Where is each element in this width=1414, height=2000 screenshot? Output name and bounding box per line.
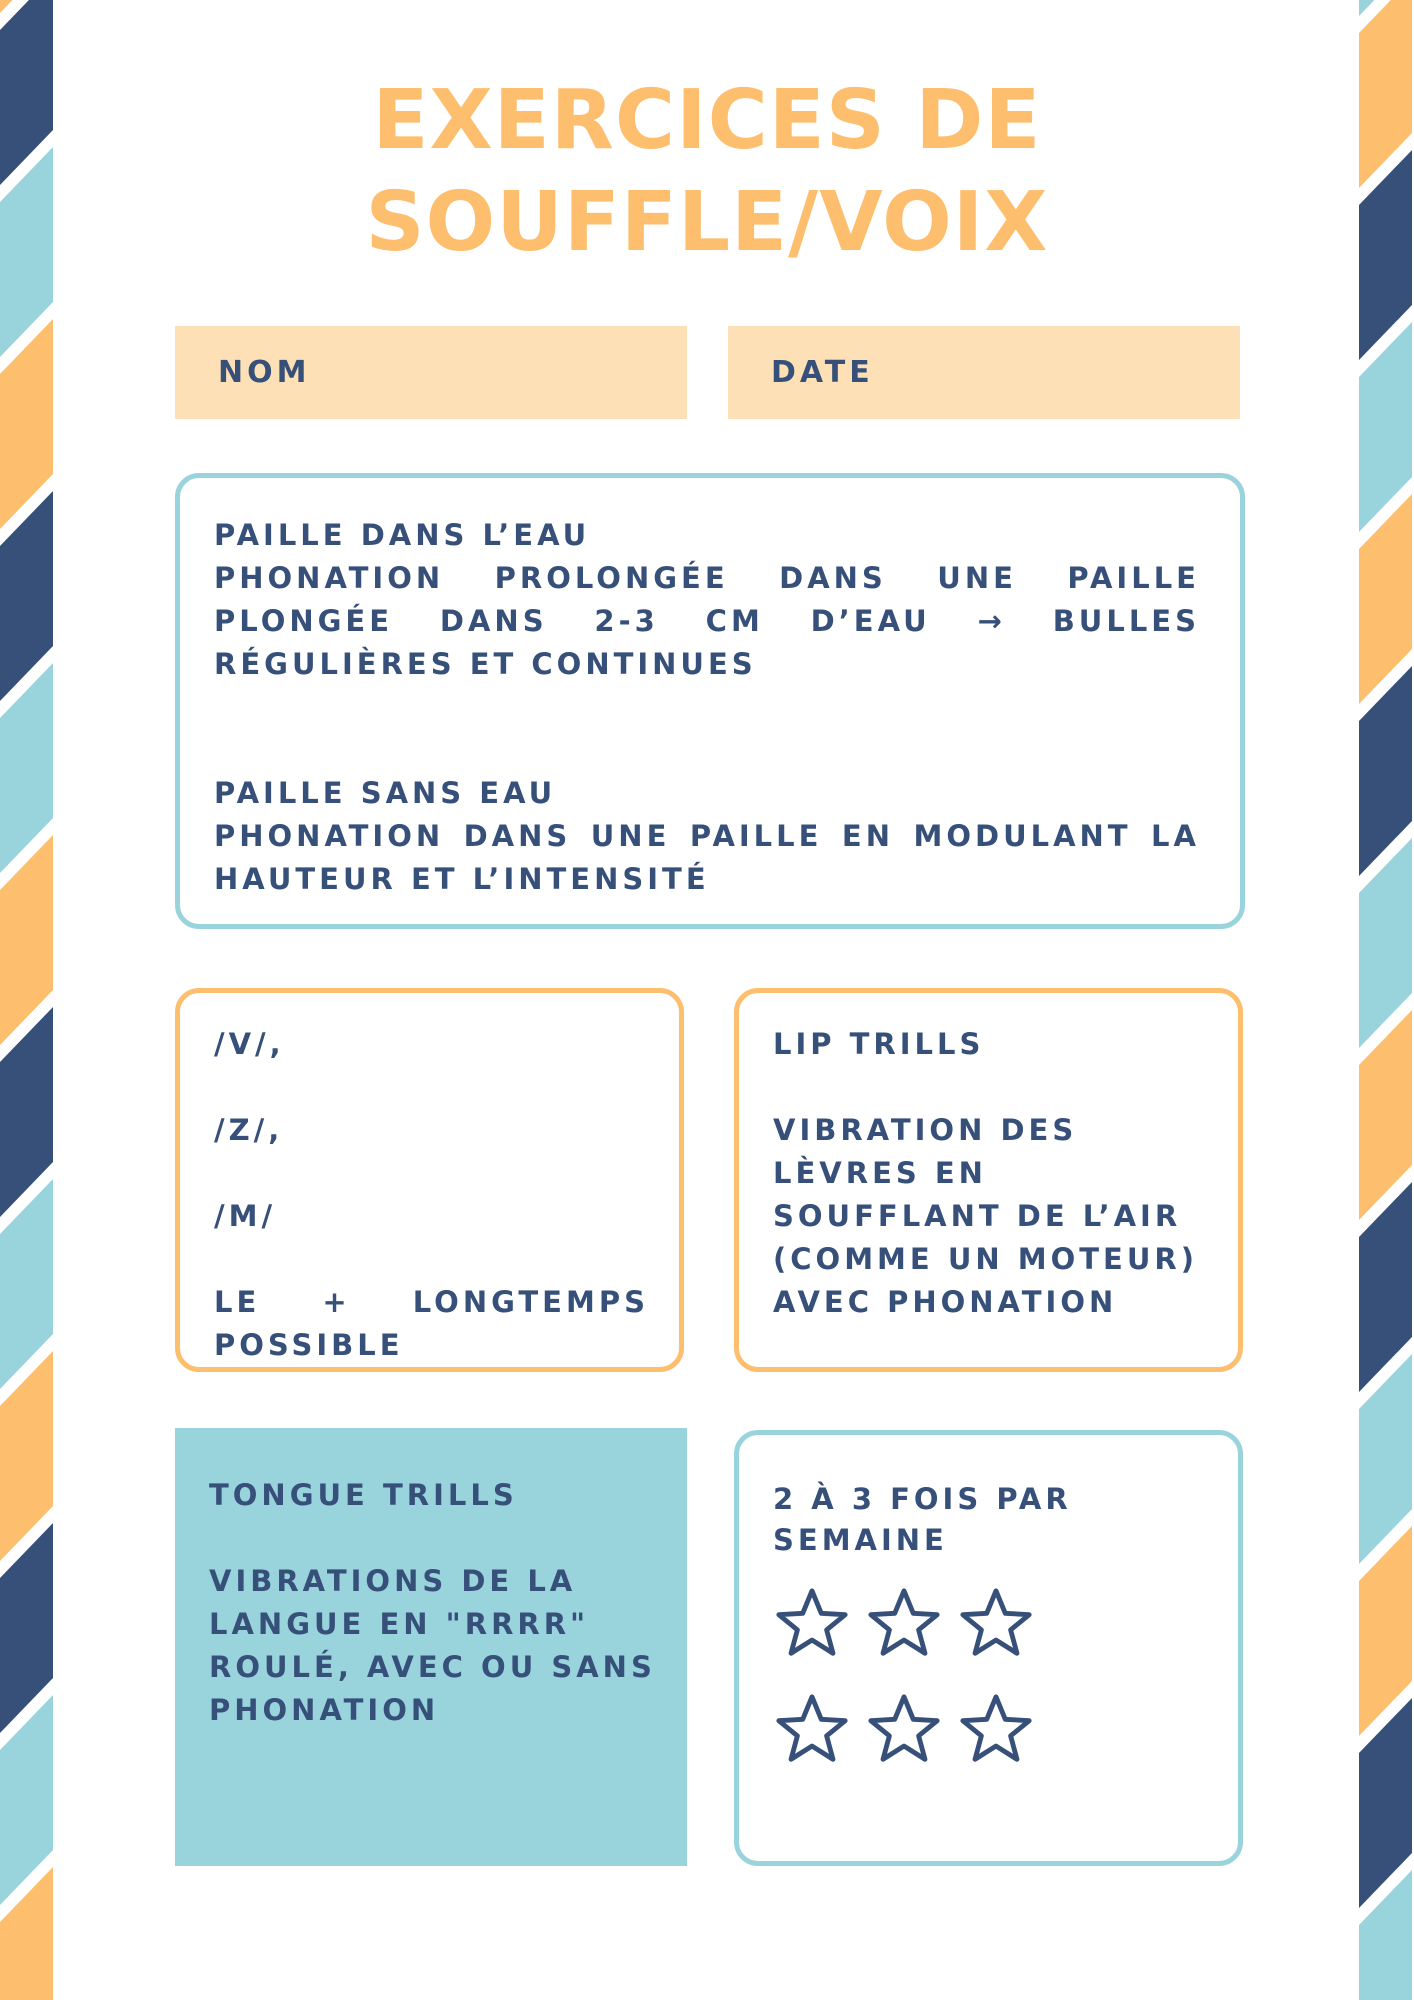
frequency-card: [734, 1430, 1243, 1866]
stripe-band: [1359, 1182, 1412, 1392]
sound-z: /Z/,: [214, 1113, 284, 1147]
straw-water-text: PHONATION PROLONGÉE DANS UNE PAILLE PLONGÉE DANS 2-3 CM D’EAU → BULLES RÉGULIÈRES ET CONTINUES: [214, 561, 1200, 681]
stripe-band: [1359, 666, 1412, 876]
name-field[interactable]: [175, 326, 687, 419]
star-icon[interactable]: [957, 1691, 1035, 1769]
sound-v: /V/,: [214, 1027, 285, 1061]
straw-exercise-card: [175, 473, 1245, 929]
stripe-band: [1359, 1010, 1412, 1220]
stripe-band: [0, 147, 53, 357]
star-icon[interactable]: [773, 1691, 851, 1769]
lip-trills-title: LIP TRILLS: [773, 1027, 985, 1061]
star-row-2: [773, 1691, 1208, 1769]
tongue-trills-card: [175, 1428, 687, 1866]
title-line-1: EXERCICES DE: [372, 73, 1042, 168]
stripe-band: [0, 835, 53, 1045]
tongue-trills-title: TONGUE TRILLS: [209, 1478, 518, 1512]
lip-trills-card: [734, 988, 1243, 1372]
name-label: NOM: [218, 355, 311, 390]
date-field[interactable]: [728, 326, 1240, 419]
stripe-band: [0, 1179, 53, 1389]
star-row-1: [773, 1585, 1208, 1663]
star-icon[interactable]: [865, 1691, 943, 1769]
straw-dry-text: PHONATION DANS UNE PAILLE EN MODULANT LA HAUTEUR ET L’INTENSITÉ: [214, 819, 1200, 896]
stripe-band: [0, 1523, 53, 1733]
stripe-band: [1359, 838, 1412, 1048]
straw-dry-title: PAILLE SANS EAU: [214, 776, 557, 810]
page-title: [300, 70, 1114, 274]
stripe-band: [0, 1695, 53, 1905]
tongue-trills-text: VIBRATIONS DE LA LANGUE EN "RRRR" ROULÉ, AVEC OU SANS PHONATION: [209, 1564, 656, 1727]
star-icon[interactable]: [865, 1585, 943, 1663]
stripe-band: [1359, 1354, 1412, 1564]
consonant-instruction: LE + LONGTEMPS POSSIBLE: [214, 1285, 649, 1362]
consonant-exercise-card: [175, 988, 684, 1372]
stripe-band: [1359, 494, 1412, 704]
star-icon[interactable]: [957, 1585, 1035, 1663]
sound-m: /M/: [214, 1199, 277, 1233]
title-line-2: SOUFFLE/VOIX: [365, 175, 1049, 270]
left-stripe-border: [0, 0, 53, 2000]
straw-water-title: PAILLE DANS L’EAU: [214, 518, 591, 552]
stripe-band: [0, 491, 53, 701]
stripe-band: [1359, 1526, 1412, 1736]
right-stripe-border: [1359, 0, 1412, 2000]
stripe-band: [0, 1007, 53, 1217]
star-icon[interactable]: [773, 1585, 851, 1663]
stripe-band: [0, 1351, 53, 1561]
stripe-band: [1359, 1698, 1412, 1908]
stripe-band: [0, 319, 53, 529]
lip-trills-text: VIBRATION DES LÈVRES EN SOUFFLANT DE L’AIR (COMME UN MOTEUR) AVEC PHONATION: [773, 1113, 1198, 1319]
date-label: DATE: [771, 355, 874, 390]
stripe-band: [1359, 150, 1412, 360]
stripe-band: [0, 663, 53, 873]
stripe-band: [1359, 322, 1412, 532]
frequency-text: 2 À 3 FOIS PAR SEMAINE: [773, 1482, 1072, 1557]
